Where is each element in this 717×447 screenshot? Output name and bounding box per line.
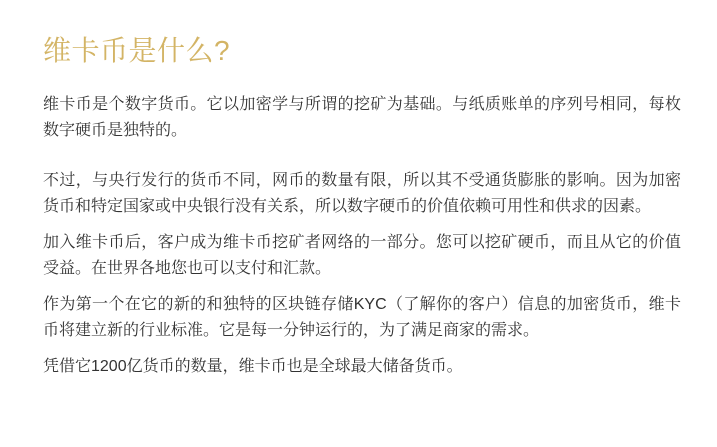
paragraph-kyc-blockchain: 作为第一个在它的新的和独特的区块链存储KYC（了解你的客户）信息的加密货币，维卡币将建立新的行业标准。它是每一分钟运行的，为了满足商家的需求。 xyxy=(43,296,681,339)
paragraph-reserve-currency: 凭借它1200亿货币的数量，维卡币也是全球最大储备货币。 xyxy=(43,358,463,375)
paragraph-mining-network: 加入维卡币后，客户成为维卡币挖矿者网络的一部分。您可以挖矿硬币，而且从它的价值受益。在世界各地您也可以支付和汇款。 xyxy=(43,234,681,277)
paragraph-intro: 维卡币是个数字货币。它以加密学与所谓的挖矿为基础。与纸质账单的序列号相同，每枚数字硬币是独特的。 xyxy=(43,96,681,139)
paragraph-supply: 不过，与央行发行的货币不同，网币的数量有限，所以其不受通货膨胀的影响。因为加密货币和特定国家或中央银行没有关系，所以数字硬币的价值依赖可用性和供求的因素。 xyxy=(43,172,681,215)
page-title: 维卡币是什么? xyxy=(43,35,231,66)
